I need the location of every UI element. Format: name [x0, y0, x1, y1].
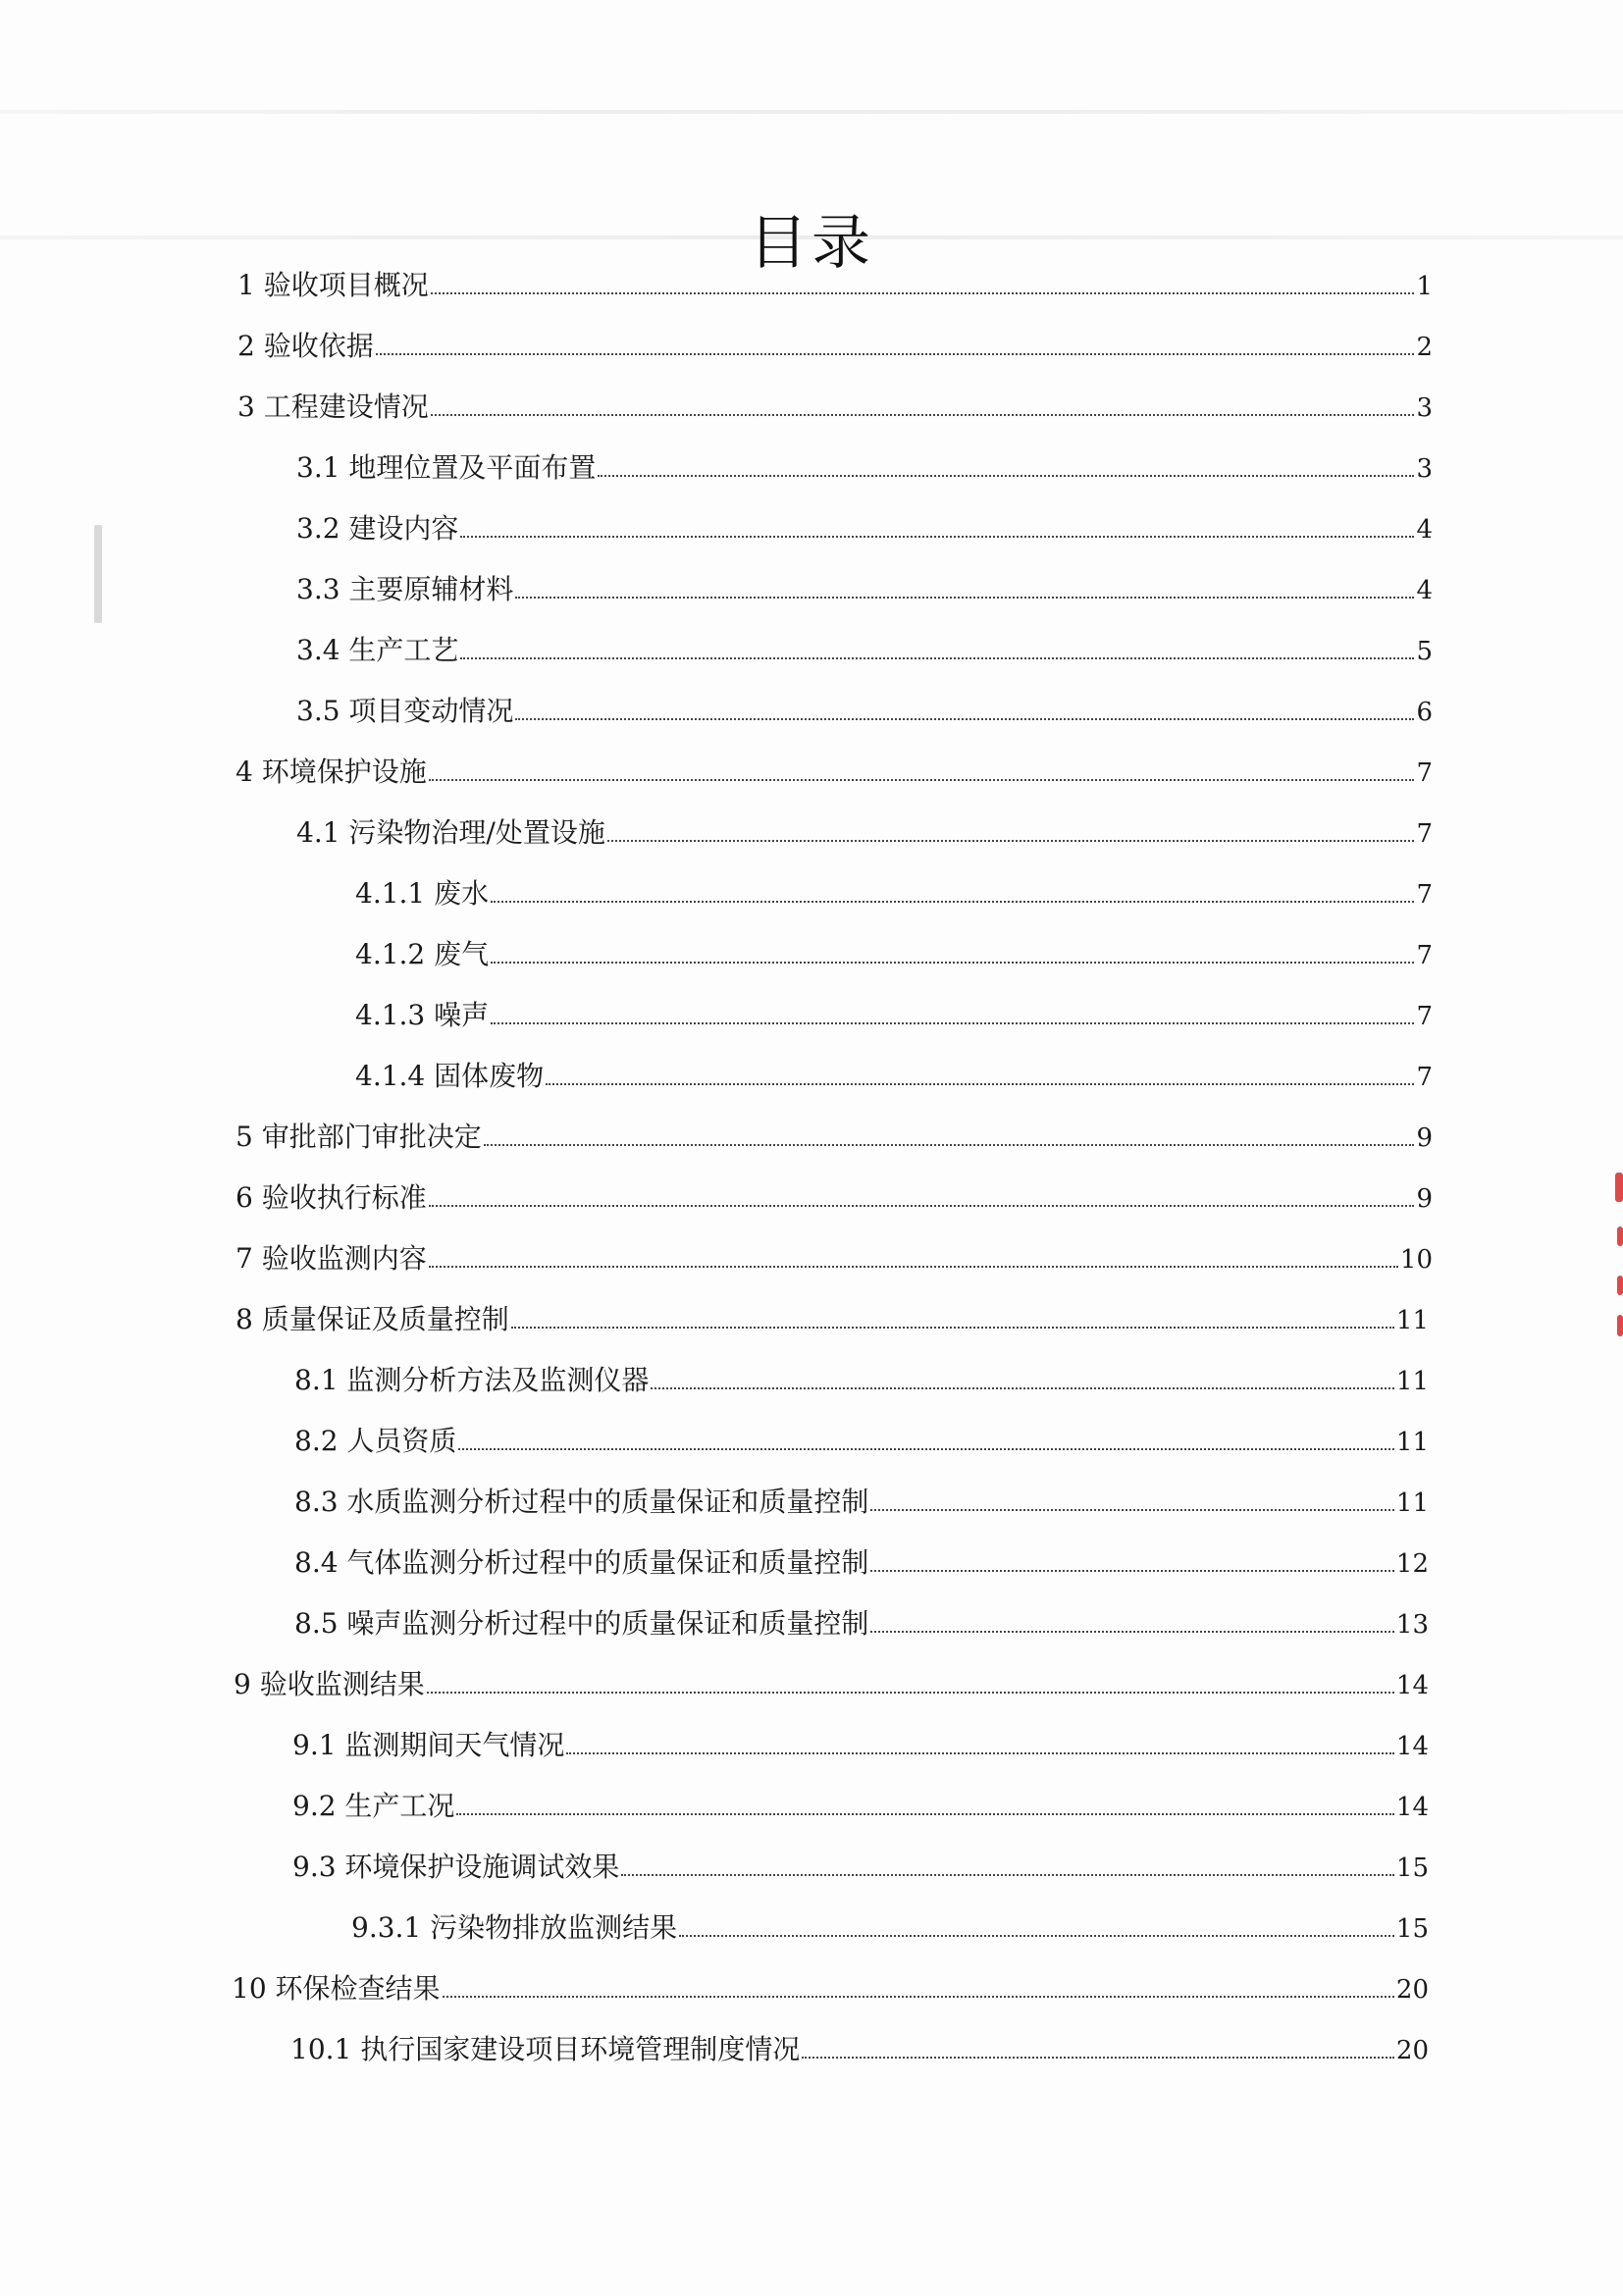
toc-leader-dots — [427, 1662, 1394, 1694]
toc-title: 目录 — [749, 209, 874, 279]
toc-entry[interactable] — [296, 810, 1433, 856]
toc-entry-label: 8.3 水质监测分析过程中的质量保证和质量控制 — [294, 1486, 869, 1518]
toc-entry-label: 5 审批部门审批决定 — [236, 1121, 482, 1153]
toc-page-number: 13 — [1395, 1610, 1429, 1640]
toc-page-number: 10 — [1399, 1245, 1433, 1275]
scan-artifact-top — [0, 110, 1623, 114]
toc-leader-dots — [621, 1845, 1393, 1876]
toc-entry-label: 4.1.2 废气 — [355, 938, 490, 970]
toc-entry[interactable] — [294, 1358, 1429, 1403]
toc-page-number: 11 — [1395, 1428, 1429, 1457]
toc-entry[interactable] — [236, 1175, 1433, 1221]
toc-page-number: 3 — [1416, 454, 1433, 484]
toc-page-number: 14 — [1395, 1793, 1429, 1822]
toc-leader-dots — [651, 1358, 1393, 1389]
toc-entry[interactable] — [294, 1480, 1429, 1525]
toc-page-number: 7 — [1416, 1063, 1433, 1092]
toc-leader-dots — [458, 1419, 1393, 1450]
toc-leader-dots — [429, 1236, 1398, 1268]
toc-leader-dots — [431, 263, 1415, 294]
toc-entry[interactable] — [292, 1845, 1429, 1890]
toc-entry[interactable] — [351, 1905, 1429, 1951]
toc-leader-dots — [802, 2027, 1394, 2059]
toc-leader-dots — [429, 750, 1415, 781]
toc-entry-label: 9.2 生产工况 — [292, 1790, 455, 1822]
toc-page-number: 11 — [1395, 1367, 1429, 1396]
toc-leader-dots — [870, 1480, 1393, 1511]
toc-entry[interactable] — [296, 567, 1433, 612]
toc-page-number: 7 — [1416, 819, 1433, 849]
toc-page-number: 2 — [1416, 333, 1433, 362]
toc-page-number: 1 — [1416, 272, 1433, 301]
toc-page-number: 4 — [1416, 576, 1433, 605]
toc-leader-dots — [546, 1054, 1414, 1085]
toc-entry-label: 4 环境保护设施 — [236, 756, 427, 788]
toc-leader-dots — [491, 993, 1414, 1024]
toc-entry-label: 1 验收项目概况 — [237, 269, 429, 301]
toc-entry-label: 8 质量保证及质量控制 — [236, 1303, 509, 1335]
toc-leader-dots — [456, 1784, 1393, 1815]
toc-leader-dots — [443, 1966, 1394, 1998]
toc-entry[interactable] — [292, 1723, 1429, 1768]
toc-page-number: 11 — [1395, 1306, 1429, 1335]
toc-entry-label: 4.1.4 固体废物 — [355, 1060, 545, 1092]
toc-entry-label: 8.1 监测分析方法及监测仪器 — [294, 1364, 650, 1396]
toc-page-number: 20 — [1395, 2036, 1429, 2065]
toc-page-number: 7 — [1416, 941, 1433, 970]
toc-leader-dots — [679, 1905, 1394, 1937]
toc-entry[interactable] — [237, 263, 1433, 308]
toc-page-number: 9 — [1416, 1123, 1433, 1153]
toc-leader-dots — [870, 1601, 1393, 1633]
toc-entry-label: 9.3 环境保护设施调试效果 — [292, 1851, 620, 1883]
toc-leader-dots — [511, 1297, 1394, 1329]
toc-entry[interactable] — [294, 1540, 1429, 1586]
toc-leader-dots — [376, 324, 1415, 355]
toc-page-number: 7 — [1416, 880, 1433, 910]
toc-entry[interactable] — [296, 628, 1433, 673]
toc-leader-dots — [515, 567, 1414, 599]
red-stamp-edge — [1617, 1276, 1623, 1295]
toc-page-number: 15 — [1395, 1853, 1429, 1883]
toc-page-number: 7 — [1416, 1002, 1433, 1031]
toc-entry[interactable] — [236, 750, 1433, 795]
toc-entry[interactable] — [296, 689, 1433, 734]
red-stamp-edge — [1615, 1173, 1623, 1202]
red-stamp-edge — [1617, 1315, 1623, 1336]
toc-entry-label: 9.1 监测期间天气情况 — [292, 1729, 565, 1761]
toc-entry[interactable] — [237, 385, 1433, 430]
toc-entry-label: 3.4 生产工艺 — [296, 634, 459, 666]
toc-entry-label: 10 环保检查结果 — [232, 1972, 441, 2005]
toc-leader-dots — [429, 1175, 1415, 1207]
toc-leader-dots — [491, 932, 1414, 964]
toc-entry[interactable] — [232, 1966, 1429, 2011]
toc-page-number: 14 — [1395, 1732, 1429, 1761]
toc-entry[interactable] — [296, 445, 1433, 491]
toc-entry[interactable] — [234, 1662, 1429, 1707]
red-stamp-edge — [1617, 1226, 1623, 1246]
toc-page-number: 20 — [1395, 1975, 1429, 2005]
toc-entry-label: 10.1 执行国家建设项目环境管理制度情况 — [290, 2033, 801, 2065]
toc-entry-label: 8.4 气体监测分析过程中的质量保证和质量控制 — [294, 1546, 869, 1579]
toc-entry-label: 8.5 噪声监测分析过程中的质量保证和质量控制 — [294, 1607, 869, 1640]
toc-entry-label: 3.5 项目变动情况 — [296, 695, 514, 727]
toc-page-number: 7 — [1416, 758, 1433, 788]
toc-entry-label: 3 工程建设情况 — [237, 391, 429, 423]
toc-entry[interactable] — [355, 1054, 1433, 1099]
toc-page-number: 3 — [1416, 393, 1433, 423]
toc-leader-dots — [484, 1115, 1415, 1146]
toc-leader-dots — [607, 810, 1415, 842]
toc-entry[interactable] — [237, 324, 1433, 369]
toc-entry-label: 2 验收依据 — [237, 330, 374, 362]
toc-leader-dots — [460, 506, 1414, 538]
toc-entry[interactable] — [236, 1115, 1433, 1160]
toc-entry[interactable] — [236, 1236, 1433, 1281]
toc-entry-label: 4.1.3 噪声 — [355, 999, 490, 1031]
toc-page-number: 5 — [1416, 637, 1433, 666]
toc-leader-dots — [431, 385, 1415, 416]
toc-entry[interactable] — [355, 932, 1433, 977]
toc-page-number: 15 — [1395, 1914, 1429, 1944]
toc-page-number: 12 — [1395, 1549, 1429, 1579]
margin-smudge — [94, 525, 102, 623]
toc-entry-label: 9 验收监测结果 — [234, 1668, 425, 1700]
toc-entry-label: 3.2 建设内容 — [296, 512, 459, 545]
toc-entry-label: 3.1 地理位置及平面布置 — [296, 451, 597, 484]
toc-entry[interactable] — [236, 1297, 1429, 1342]
toc-entry-label: 4.1.1 废水 — [355, 877, 490, 910]
toc-entry-label: 8.2 人员资质 — [294, 1425, 457, 1457]
toc-leader-dots — [515, 689, 1414, 720]
toc-page-number: 9 — [1416, 1184, 1433, 1214]
toc-entry[interactable] — [294, 1419, 1429, 1464]
toc-entry[interactable] — [296, 506, 1433, 551]
toc-leader-dots — [870, 1540, 1393, 1572]
toc-entry[interactable] — [355, 993, 1433, 1038]
toc-entry-label: 3.3 主要原辅材料 — [296, 573, 514, 605]
toc-entry[interactable] — [355, 871, 1433, 916]
toc-page-number: 11 — [1395, 1488, 1429, 1518]
toc-entry[interactable] — [292, 1784, 1429, 1829]
toc-page-number: 6 — [1416, 698, 1433, 727]
toc-leader-dots — [460, 628, 1414, 659]
toc-page-number: 4 — [1416, 515, 1433, 545]
toc-leader-dots — [566, 1723, 1393, 1754]
toc-entry-label: 7 验收监测内容 — [236, 1242, 427, 1275]
toc-entry[interactable] — [294, 1601, 1429, 1646]
toc-entry-label: 9.3.1 污染物排放监测结果 — [351, 1911, 678, 1944]
toc-leader-dots — [491, 871, 1414, 903]
toc-leader-dots — [598, 445, 1414, 477]
toc-page-number: 14 — [1395, 1671, 1429, 1700]
toc-entry[interactable] — [290, 2027, 1429, 2072]
toc-entry-label: 4.1 污染物治理/处置设施 — [296, 816, 605, 849]
toc-entry-label: 6 验收执行标准 — [236, 1181, 427, 1214]
